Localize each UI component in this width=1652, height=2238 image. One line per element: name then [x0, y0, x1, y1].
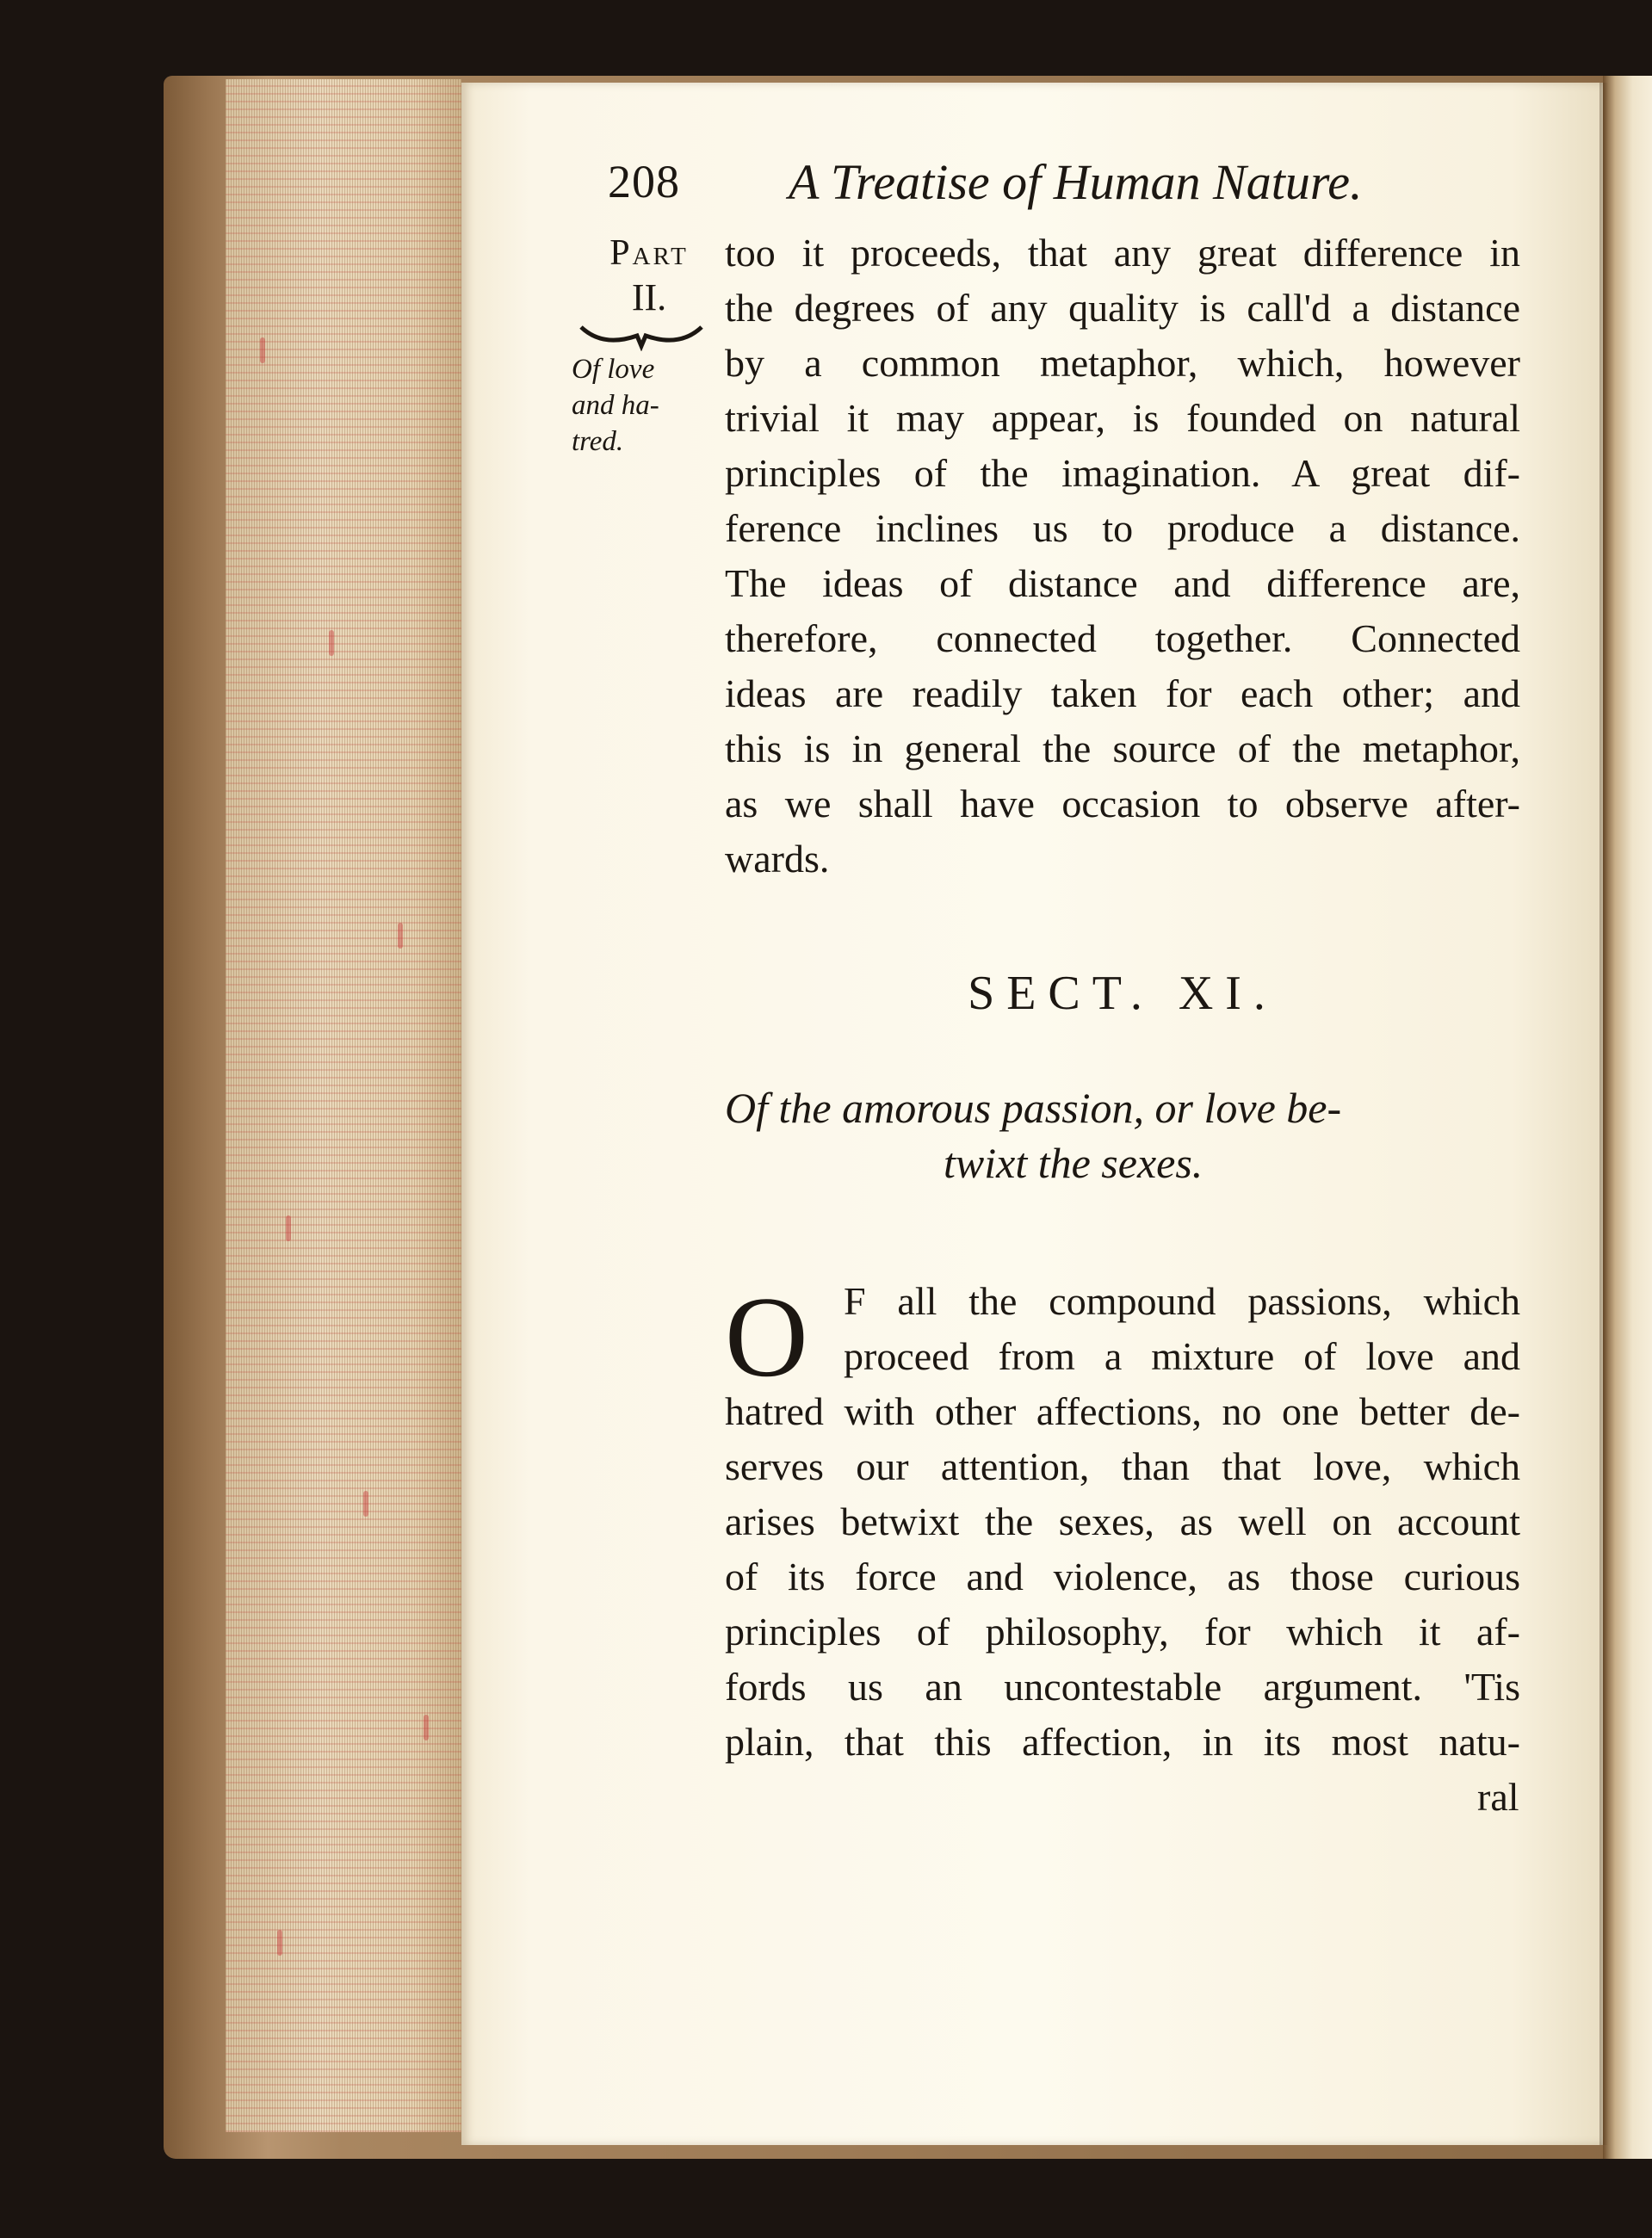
page-edges: [226, 79, 461, 2132]
text-line: the degrees of any quality is call'd a distance: [725, 286, 1520, 330]
text-line: too it proceeds, that any great difference in: [725, 231, 1520, 275]
text-line: ference inclines us to produce a distance.: [725, 506, 1520, 550]
margin-note-line: tred.: [572, 426, 624, 457]
margin-note-line: Of love: [572, 354, 655, 385]
facing-page-edge: [1603, 76, 1652, 2159]
text-line: by a common metaphor, which, however: [725, 341, 1520, 385]
margin-note: [572, 351, 701, 460]
text-line: serves our attention, than that love, which: [725, 1444, 1520, 1488]
text-line: The ideas of distance and difference are,: [725, 561, 1520, 605]
section-title-line: twixt the sexes.: [944, 1139, 1203, 1187]
text-line: proceed from a mixture of love and: [844, 1334, 1520, 1378]
margin-part-label: Part: [609, 233, 689, 273]
text-line: hatred with other affections, no one better de-: [725, 1389, 1520, 1433]
text-line: trivial it may appear, is founded on natural: [725, 396, 1520, 440]
catchword: ral: [1477, 1775, 1519, 1819]
text-line: principles of the imagination. A great dif-: [725, 451, 1520, 495]
text-line: as we shall have occasion to observe after-: [725, 782, 1520, 825]
text-line: therefore, connected together. Connected: [725, 616, 1520, 660]
text-line: arises betwixt the sexes, as well on account: [725, 1499, 1520, 1543]
page-number: 208: [608, 156, 680, 207]
text-line: ideas are readily taken for each other; and: [725, 671, 1520, 715]
text-line: fords us an uncontestable argument. 'Tis: [725, 1665, 1520, 1709]
section-heading: SECT. XI.: [968, 967, 1278, 1020]
margin-note-line: and ha-: [572, 390, 659, 421]
text-line: of its force and violence, as those curious: [725, 1555, 1520, 1598]
text-line: this is in general the source of the metaphor,: [725, 726, 1520, 770]
section-title-line: Of the amorous passion, or love be-: [725, 1084, 1342, 1132]
gutter-shadow: [1599, 83, 1608, 2145]
text-line: principles of philosophy, for which it af-: [725, 1610, 1520, 1654]
text-line: wards.: [725, 837, 830, 881]
running-header: [608, 155, 1512, 224]
running-title: A Treatise of Human Nature.: [789, 154, 1363, 210]
margin-part-number: II.: [631, 276, 667, 318]
drop-cap: O: [725, 1273, 808, 1400]
brace-ornament: [577, 320, 706, 351]
text-line: plain, that this affection, in its most natu-: [725, 1720, 1520, 1764]
text-line: F all the compound passions, which: [844, 1279, 1520, 1323]
